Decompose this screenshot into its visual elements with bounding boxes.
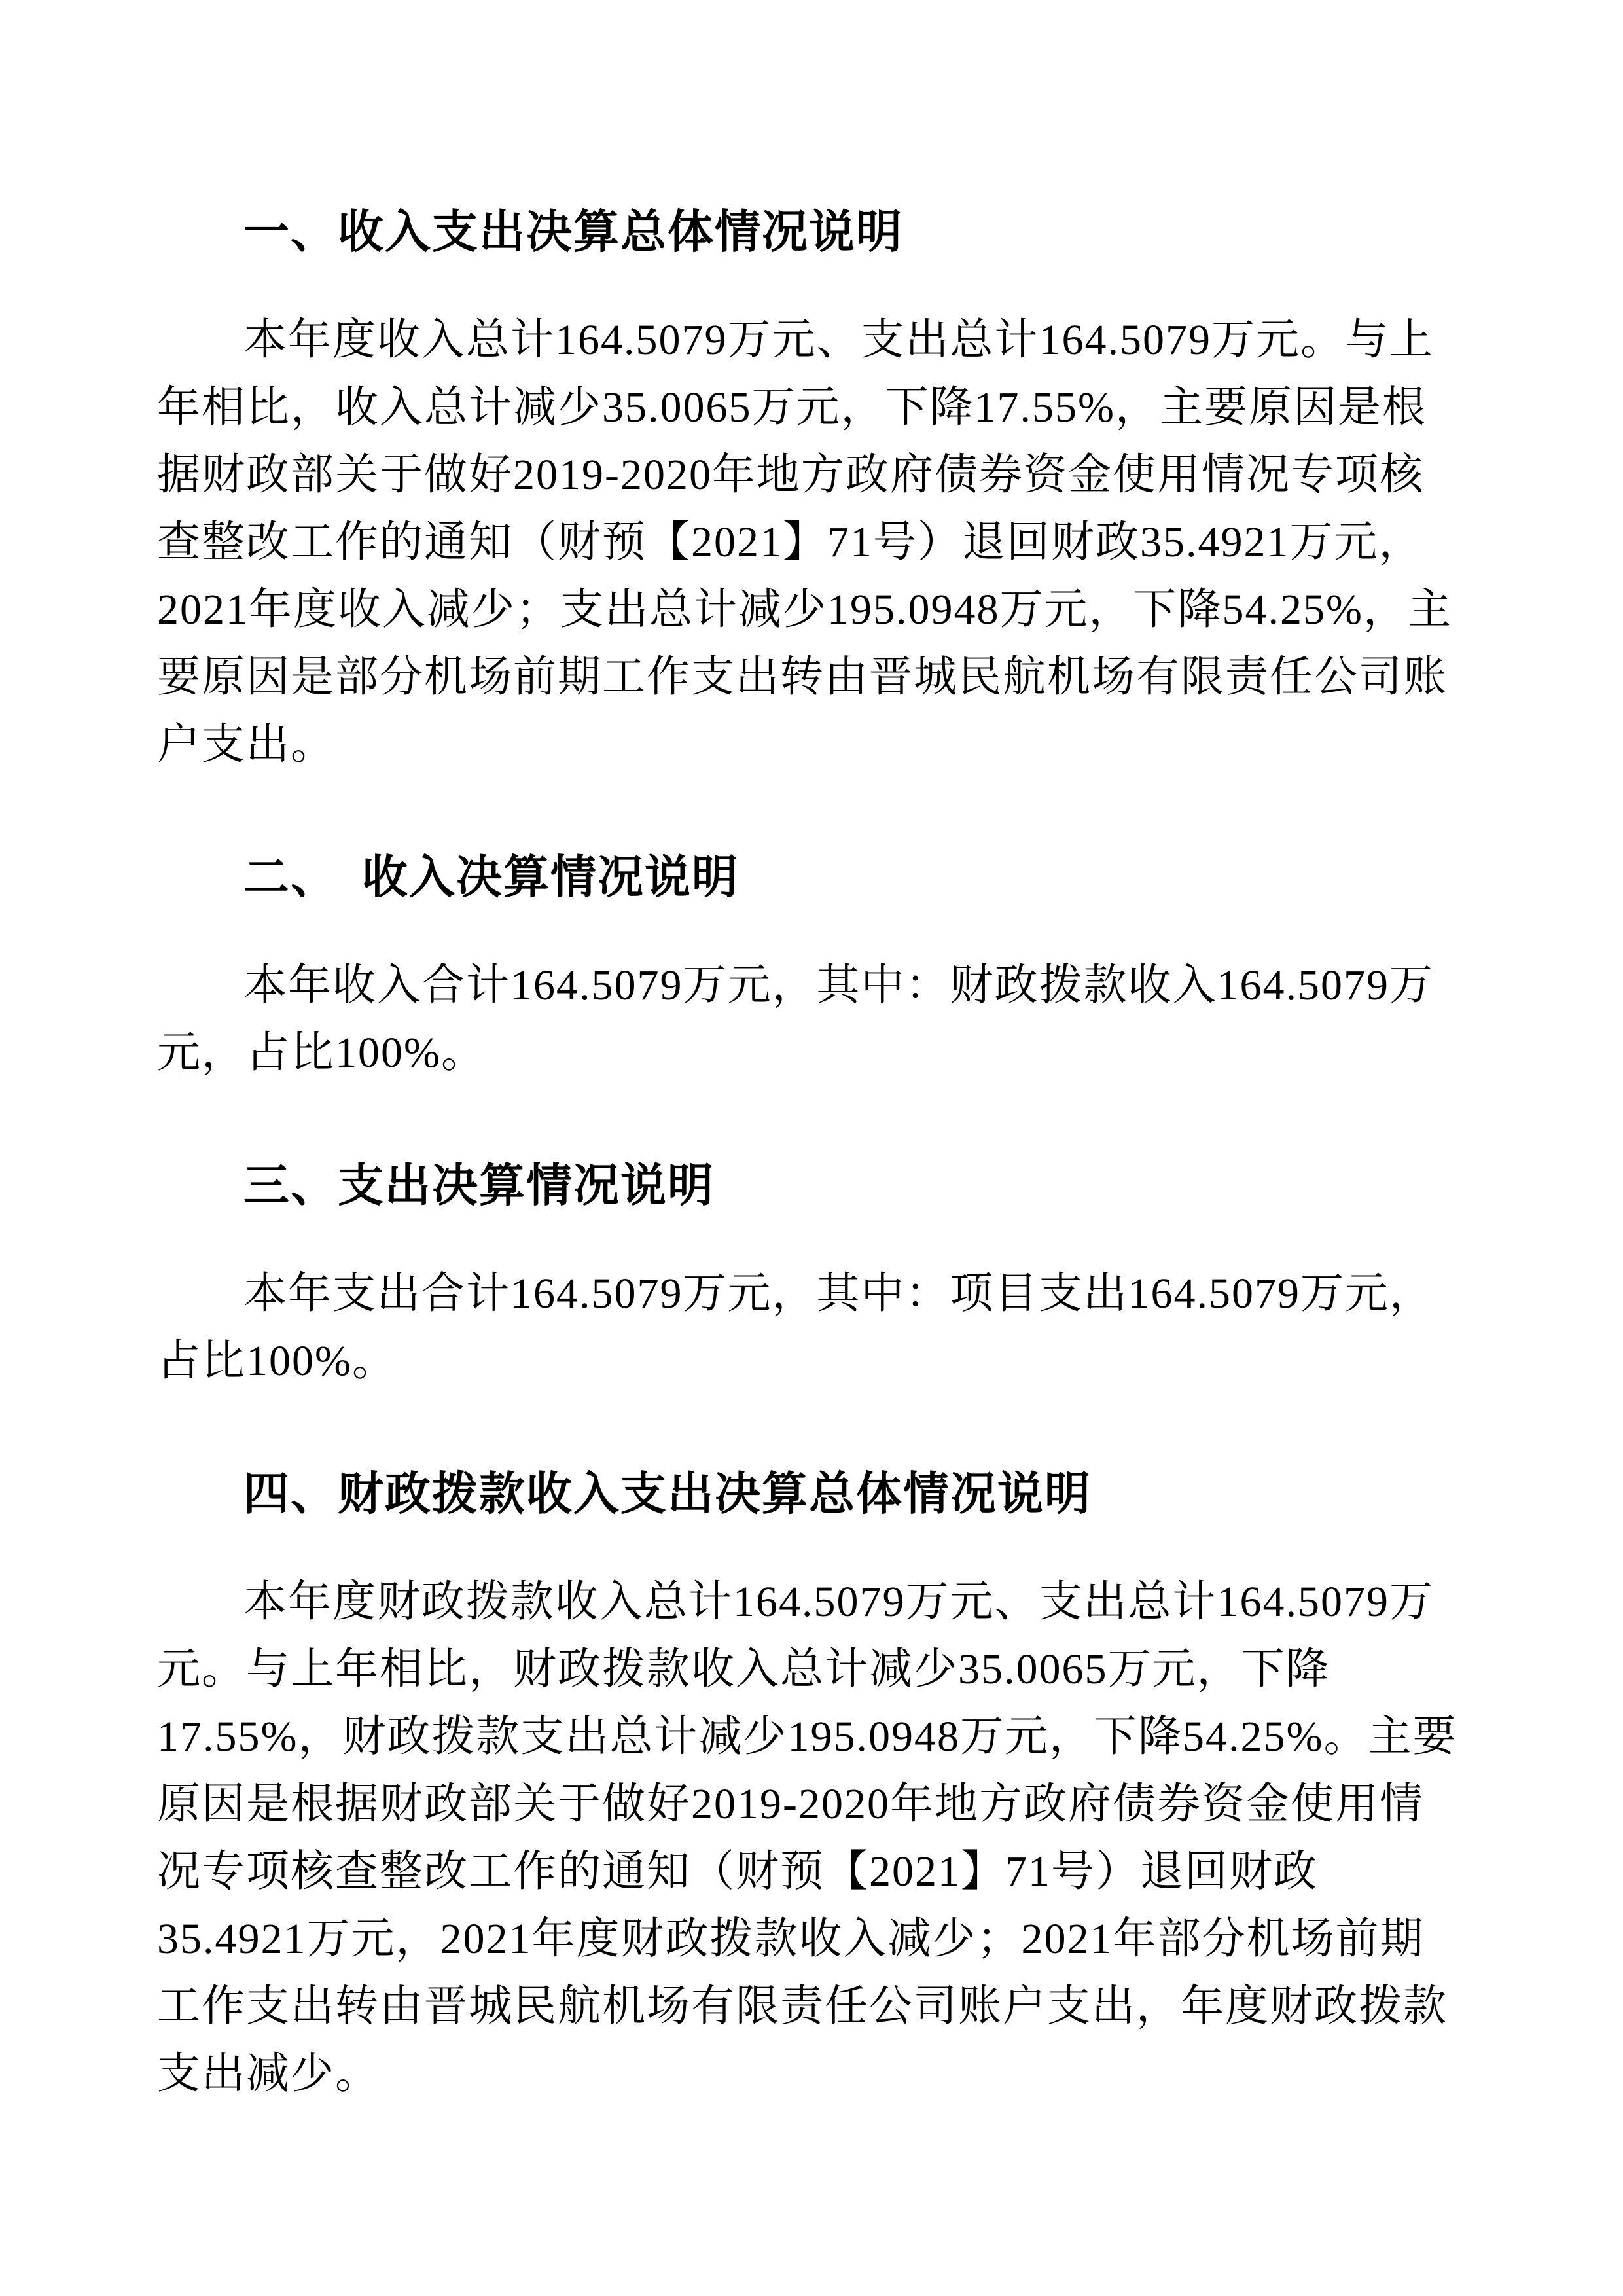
section-paragraph-1: 本年度收入总计164.5079万元、支出总计164.5079万元。与上年相比，收入总计减少35.0065万元，下降17.55%，主要原因是根据财政部关于做好2019-2020年地方政府债券资金使用情况专项核查整改工作的通知（财预【2021】71号）退回财政35.4921万元，2021年度收入减少；支出总计减少195.0948万元，下降54.25%，主要原因是部分机场前期工作支出转由晋城民航机场有限责任公司账户支出。 [157, 316, 1452, 768]
section-expenditure-details [157, 1152, 1466, 1395]
section-heading-4: 四、财政拨款收入支出决算总体情况说明 [243, 1468, 1092, 1519]
section-heading-1: 一、收入支出决算总体情况说明 [243, 206, 903, 257]
section-fiscal-appropriation-overview [157, 1460, 1466, 2108]
section-paragraph-2: 本年收入合计164.5079万元，其中：财政拨款收入164.5079万元，占比100%。 [157, 961, 1434, 1077]
section-income-details [157, 844, 1466, 1086]
section-paragraph-4: 本年度财政拨款收入总计164.5079万元、支出总计164.5079万元。与上年相比，财政拨款收入总计减少35.0065万元，下降17.55%，财政拨款支出总计减少195.0948万元，下降54.25%。主要原因是根据财政部关于做好2019-2020年地方政府债券资金使用情况专项核查整改工作的通知（财预【2021】71号）退回财政35.4921万元，2021年度财政拨款收入减少；2021年部分机场前期工作支出转由晋城民航机场有限责任公司账户支出，年度财政拨款支出减少。 [157, 1578, 1457, 2098]
section-heading-2: 二、 收入决算情况说明 [243, 852, 739, 903]
section-paragraph-3: 本年支出合计164.5079万元，其中：项目支出164.5079万元，占比100%。 [157, 1270, 1434, 1385]
section-heading-3: 三、支出决算情况说明 [243, 1160, 715, 1211]
section-income-expenditure-overview [157, 198, 1466, 778]
